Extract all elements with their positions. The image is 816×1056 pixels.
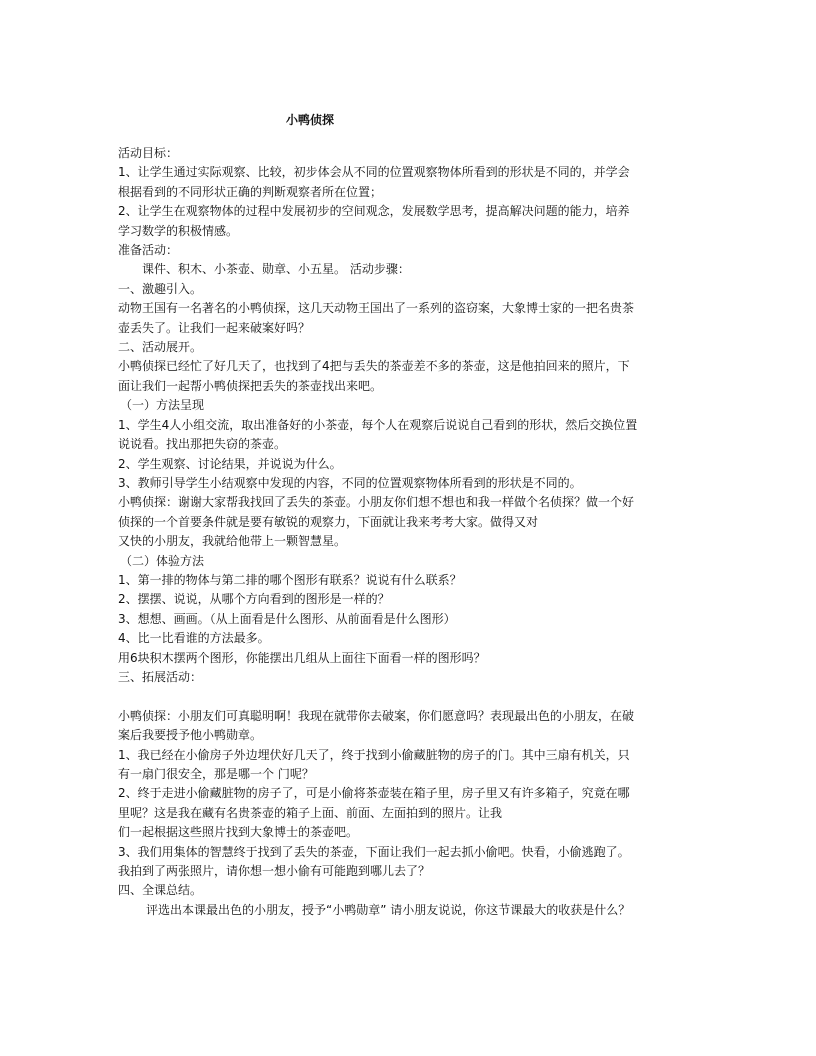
- paragraph-line: 3、教师引导学生小结观察中发现的内容，不同的位置观察物体所看到的形状是不同的。: [118, 475, 582, 490]
- paragraph-line: 1、学生4人小组交流，取出准备好的小茶壶，每个人在观察后说说自己看到的形状，然后交换位置: [118, 417, 638, 432]
- paragraph-line: 有一扇门很安全，那是哪一个 门呢？: [118, 766, 314, 781]
- paragraph-line: 我拍到了两张照片，请你想一想小偷有可能跑到哪儿去了？: [118, 864, 431, 879]
- paragraph-line: 1、第一排的物体与第二排的哪个图形有联系？说说有什么联系？: [118, 572, 462, 587]
- subsection-heading: （一）方法呈现: [120, 398, 205, 413]
- subsection-heading: （二）体验方法: [120, 553, 205, 568]
- paragraph-line: 说说看。找出那把失窃的茶壶。: [118, 437, 287, 452]
- section-heading: 四、全课总结。: [118, 883, 203, 898]
- paragraph-line: 2、学生观察、讨论结果，并说说为什么。: [118, 456, 342, 471]
- paragraph-line: 小鸭侦探：谢谢大家帮我找回了丢失的茶壶。小朋友你们想不想也和我一样做个名侦探？做一个好: [118, 495, 635, 510]
- section-heading: 准备活动：: [118, 243, 179, 258]
- section-heading: 二、活动展开。: [118, 340, 203, 355]
- paragraph-line: 又快的小朋友，我就给他带上一颗智慧星。: [118, 534, 347, 549]
- paragraph-line: 4、比一比看谁的方法最多。: [118, 631, 270, 646]
- paragraph-line: 壶丢失了。让我们一起来破案好吗？: [118, 320, 311, 335]
- paragraph-line: 3、想想、画画。（从上面看是什么图形、从前面看是什么图形）: [118, 611, 456, 626]
- paragraph-line: 1、我已经在小偷房子外边埋伏好几天了，终于找到小偷藏脏物的房子的门。其中三扇有机关，只: [118, 747, 630, 762]
- paragraph-line: 里呢？这是我在藏有名贵茶壶的箱子上面、前面、左面拍到的照片。让我: [118, 805, 503, 820]
- paragraph-line: 面让我们一起帮小鸭侦探把丢失的茶壶找出来吧。: [118, 378, 383, 393]
- paragraph-line: 侦探的一个首要条件就是要有敏锐的观察力，下面就让我来考考大家。做得又对: [118, 514, 539, 529]
- paragraph-line: 用6块积木摆两个图形，你能摆出几组从上面往下面看一样的图形吗？: [118, 650, 486, 665]
- section-heading: 一、激趣引入。: [118, 281, 203, 296]
- paragraph-line: 小鸭侦探已经忙了好几天了，也找到了4把与丢失的茶壶差不多的茶壶，这是他拍回来的照片，下: [118, 359, 630, 374]
- paragraph-line: 2、让学生在观察物体的过程中发展初步的空间观念，发展数学思考，提高解决问题的能力，培养: [118, 204, 630, 219]
- paragraph-line: 小鸭侦探：小朋友们可真聪明啊！我现在就带你去破案，你们愿意吗？表现最出色的小朋友，在破: [118, 708, 635, 723]
- document-body: [118, 144, 698, 920]
- paragraph-line: 1、让学生通过实际观察、比较，初步体会从不同的位置观察物体所看到的形状是不同的，并学会: [118, 165, 630, 180]
- paragraph-line: 3、我们用集体的智慧终于找到了丢失的茶壶，下面让我们一起去抓小偷吧。快看，小偷逃跑了。: [118, 844, 630, 859]
- paragraph-line: 们一起根据这些照片找到大象博士的茶壶吧。: [118, 825, 359, 840]
- paragraph-line: 根据看到的不同形状正确的判断观察者所在位置；: [118, 184, 383, 199]
- paragraph-line: 课件、积木、小茶壶、勋章、小五星。 活动步骤：: [142, 262, 410, 277]
- blank-line: [118, 687, 698, 706]
- document-title: 小鸭侦探: [286, 113, 335, 127]
- paragraph-line: 2、终于走进小偷藏脏物的房子了，可是小偷将茶壶装在箱子里，房子里又有许多箱子，究竟在哪: [118, 786, 630, 801]
- paragraph-line: 评选出本课最出色的小朋友，授予“小鸭勋章” 请小朋友说说，你这节课最大的收获是什么？: [146, 902, 631, 917]
- paragraph-line: 2、摆摆、说说，从哪个方向看到的图形是一样的？: [118, 592, 390, 607]
- paragraph-line: 动物王国有一名著名的小鸭侦探，这几天动物王国出了一系列的盗窃案，大象博士家的一把名贵茶: [118, 301, 635, 316]
- section-heading: 活动目标：: [118, 146, 179, 160]
- section-heading: 三、拓展活动：: [118, 669, 203, 684]
- paragraph-line: 学习数学的积极情感。: [118, 223, 239, 238]
- paragraph-line: 案后我要授予他小鸭勋章。: [118, 728, 263, 743]
